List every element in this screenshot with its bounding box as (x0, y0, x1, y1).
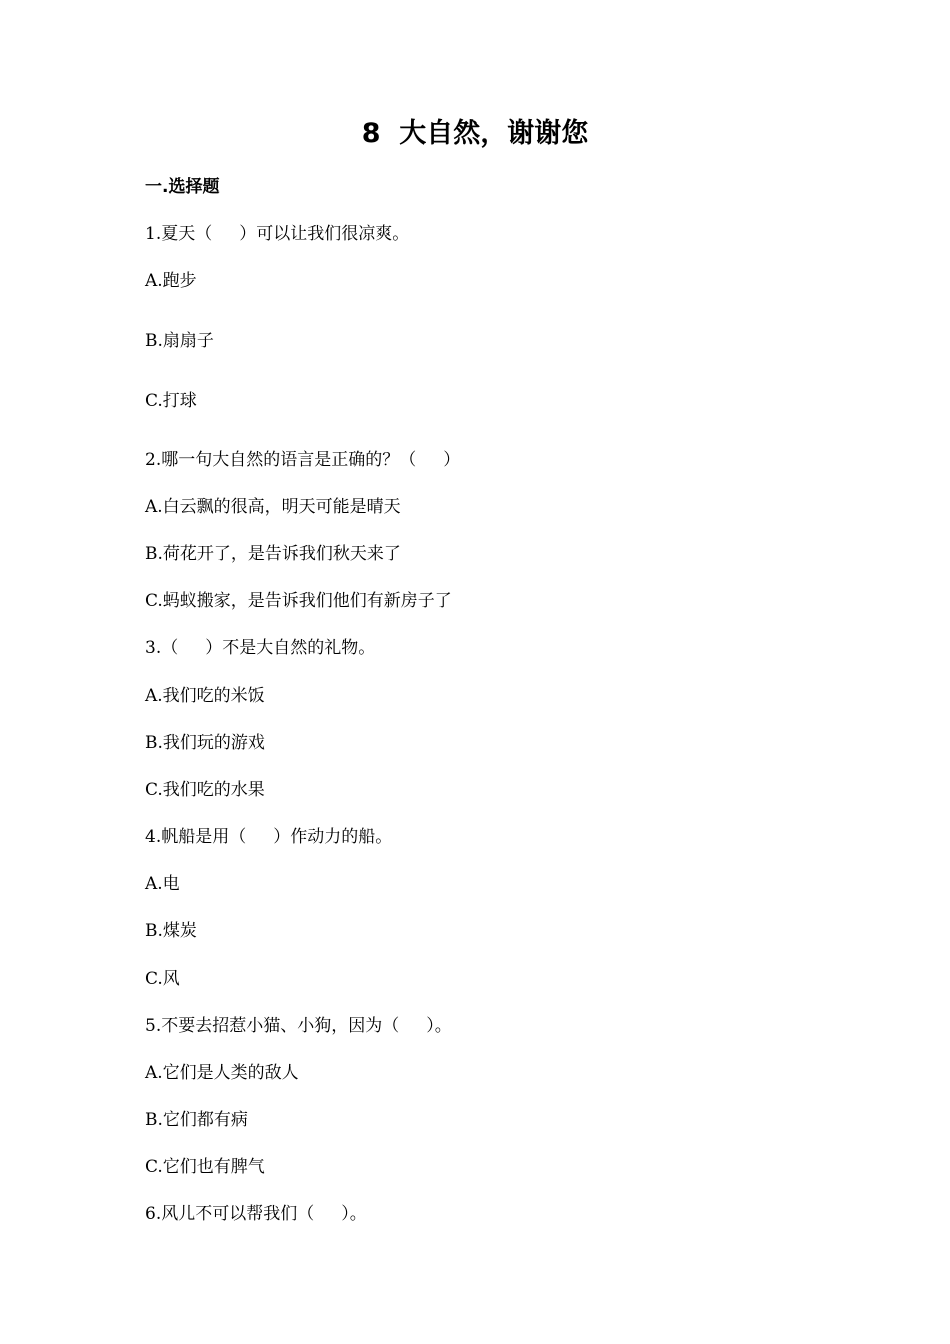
question-stem: 4.帆船是用（ ）作动力的船。 (145, 827, 393, 847)
question-stem: 1.夏天（ ）可以让我们很凉爽。 (145, 224, 410, 244)
answer-option: A.电 (145, 874, 180, 894)
answer-option: C.打球 (145, 391, 197, 411)
answer-option: A.跑步 (145, 271, 197, 291)
section-heading: 一.选择题 (145, 177, 220, 197)
answer-option: C.它们也有脾气 (145, 1157, 265, 1177)
answer-option: C.我们吃的水果 (145, 780, 265, 800)
answer-option: A.它们是人类的敌人 (145, 1063, 299, 1083)
answer-option: B.扇扇子 (145, 331, 214, 351)
answer-option: A.我们吃的米饭 (145, 686, 265, 706)
answer-option: C.蚂蚁搬家，是告诉我们他们有新房子了 (145, 591, 452, 611)
document-title: 8 大自然，谢谢您 (361, 118, 589, 149)
answer-option: B.我们玩的游戏 (145, 733, 265, 753)
question-stem: 5.不要去招惹小猫、小狗，因为（ ）。 (145, 1016, 452, 1036)
answer-option: A.白云飘的很高，明天可能是晴天 (145, 497, 401, 517)
question-stem: 6.风儿不可以帮我们（ ）。 (145, 1204, 367, 1224)
answer-option: B.它们都有病 (145, 1110, 248, 1130)
answer-option: B.煤炭 (145, 921, 197, 941)
answer-option: B.荷花开了，是告诉我们秋天来了 (145, 544, 401, 564)
question-stem: 3.（ ）不是大自然的礼物。 (145, 638, 376, 658)
question-stem: 2.哪一句大自然的语言是正确的？（ ） (145, 450, 461, 470)
answer-option: C.风 (145, 969, 180, 989)
